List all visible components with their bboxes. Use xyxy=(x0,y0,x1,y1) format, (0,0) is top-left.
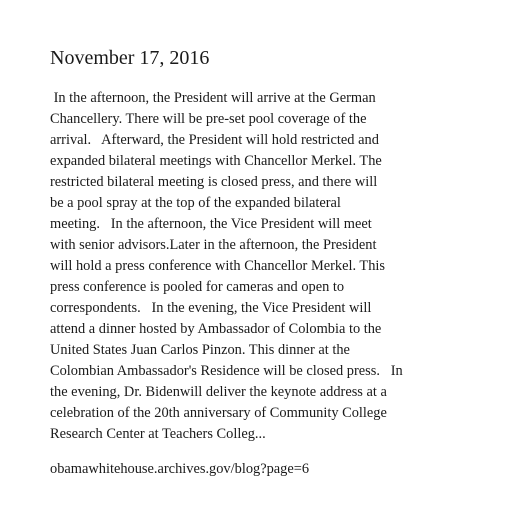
body-text xyxy=(50,88,470,445)
body-line: be a pool spray at the top of the expanded bilateral xyxy=(50,195,341,211)
body-line: expanded bilateral meetings with Chancellor Merkel. The xyxy=(50,153,382,169)
body-line: restricted bilateral meeting is closed press, and there will xyxy=(50,174,378,190)
date-heading: November 17, 2016 xyxy=(50,47,210,69)
body-line: meeting. In the afternoon, the Vice President will meet xyxy=(50,216,372,232)
body-line: Colombian Ambassador's Residence will be closed press. In xyxy=(50,363,403,379)
body-line: with senior advisors.Later in the afternoon, the President xyxy=(50,237,377,253)
body-line: In the afternoon, the President will arrive at the German xyxy=(50,90,376,106)
source-url: obamawhitehouse.archives.gov/blog?page=6 xyxy=(50,461,310,477)
body-line: press conference is pooled for cameras and open to xyxy=(50,279,345,295)
body-line: celebration of the 20th anniversary of Community College xyxy=(50,405,387,421)
body-line: Chancellery. There will be pre-set pool coverage of the xyxy=(50,111,367,127)
body-line: attend a dinner hosted by Ambassador of Colombia to the xyxy=(50,321,382,337)
body-line: will hold a press conference with Chancellor Merkel. This xyxy=(50,258,386,274)
body-line: the evening, Dr. Bidenwill deliver the keynote address at a xyxy=(50,384,387,400)
body-line: United States Juan Carlos Pinzon. This dinner at the xyxy=(50,342,350,358)
body-line: correspondents. In the evening, the Vice President will xyxy=(50,300,372,316)
body-line: Research Center at Teachers Colleg... xyxy=(50,426,266,442)
body-line: arrival. Afterward, the President will hold restricted and xyxy=(50,132,379,148)
